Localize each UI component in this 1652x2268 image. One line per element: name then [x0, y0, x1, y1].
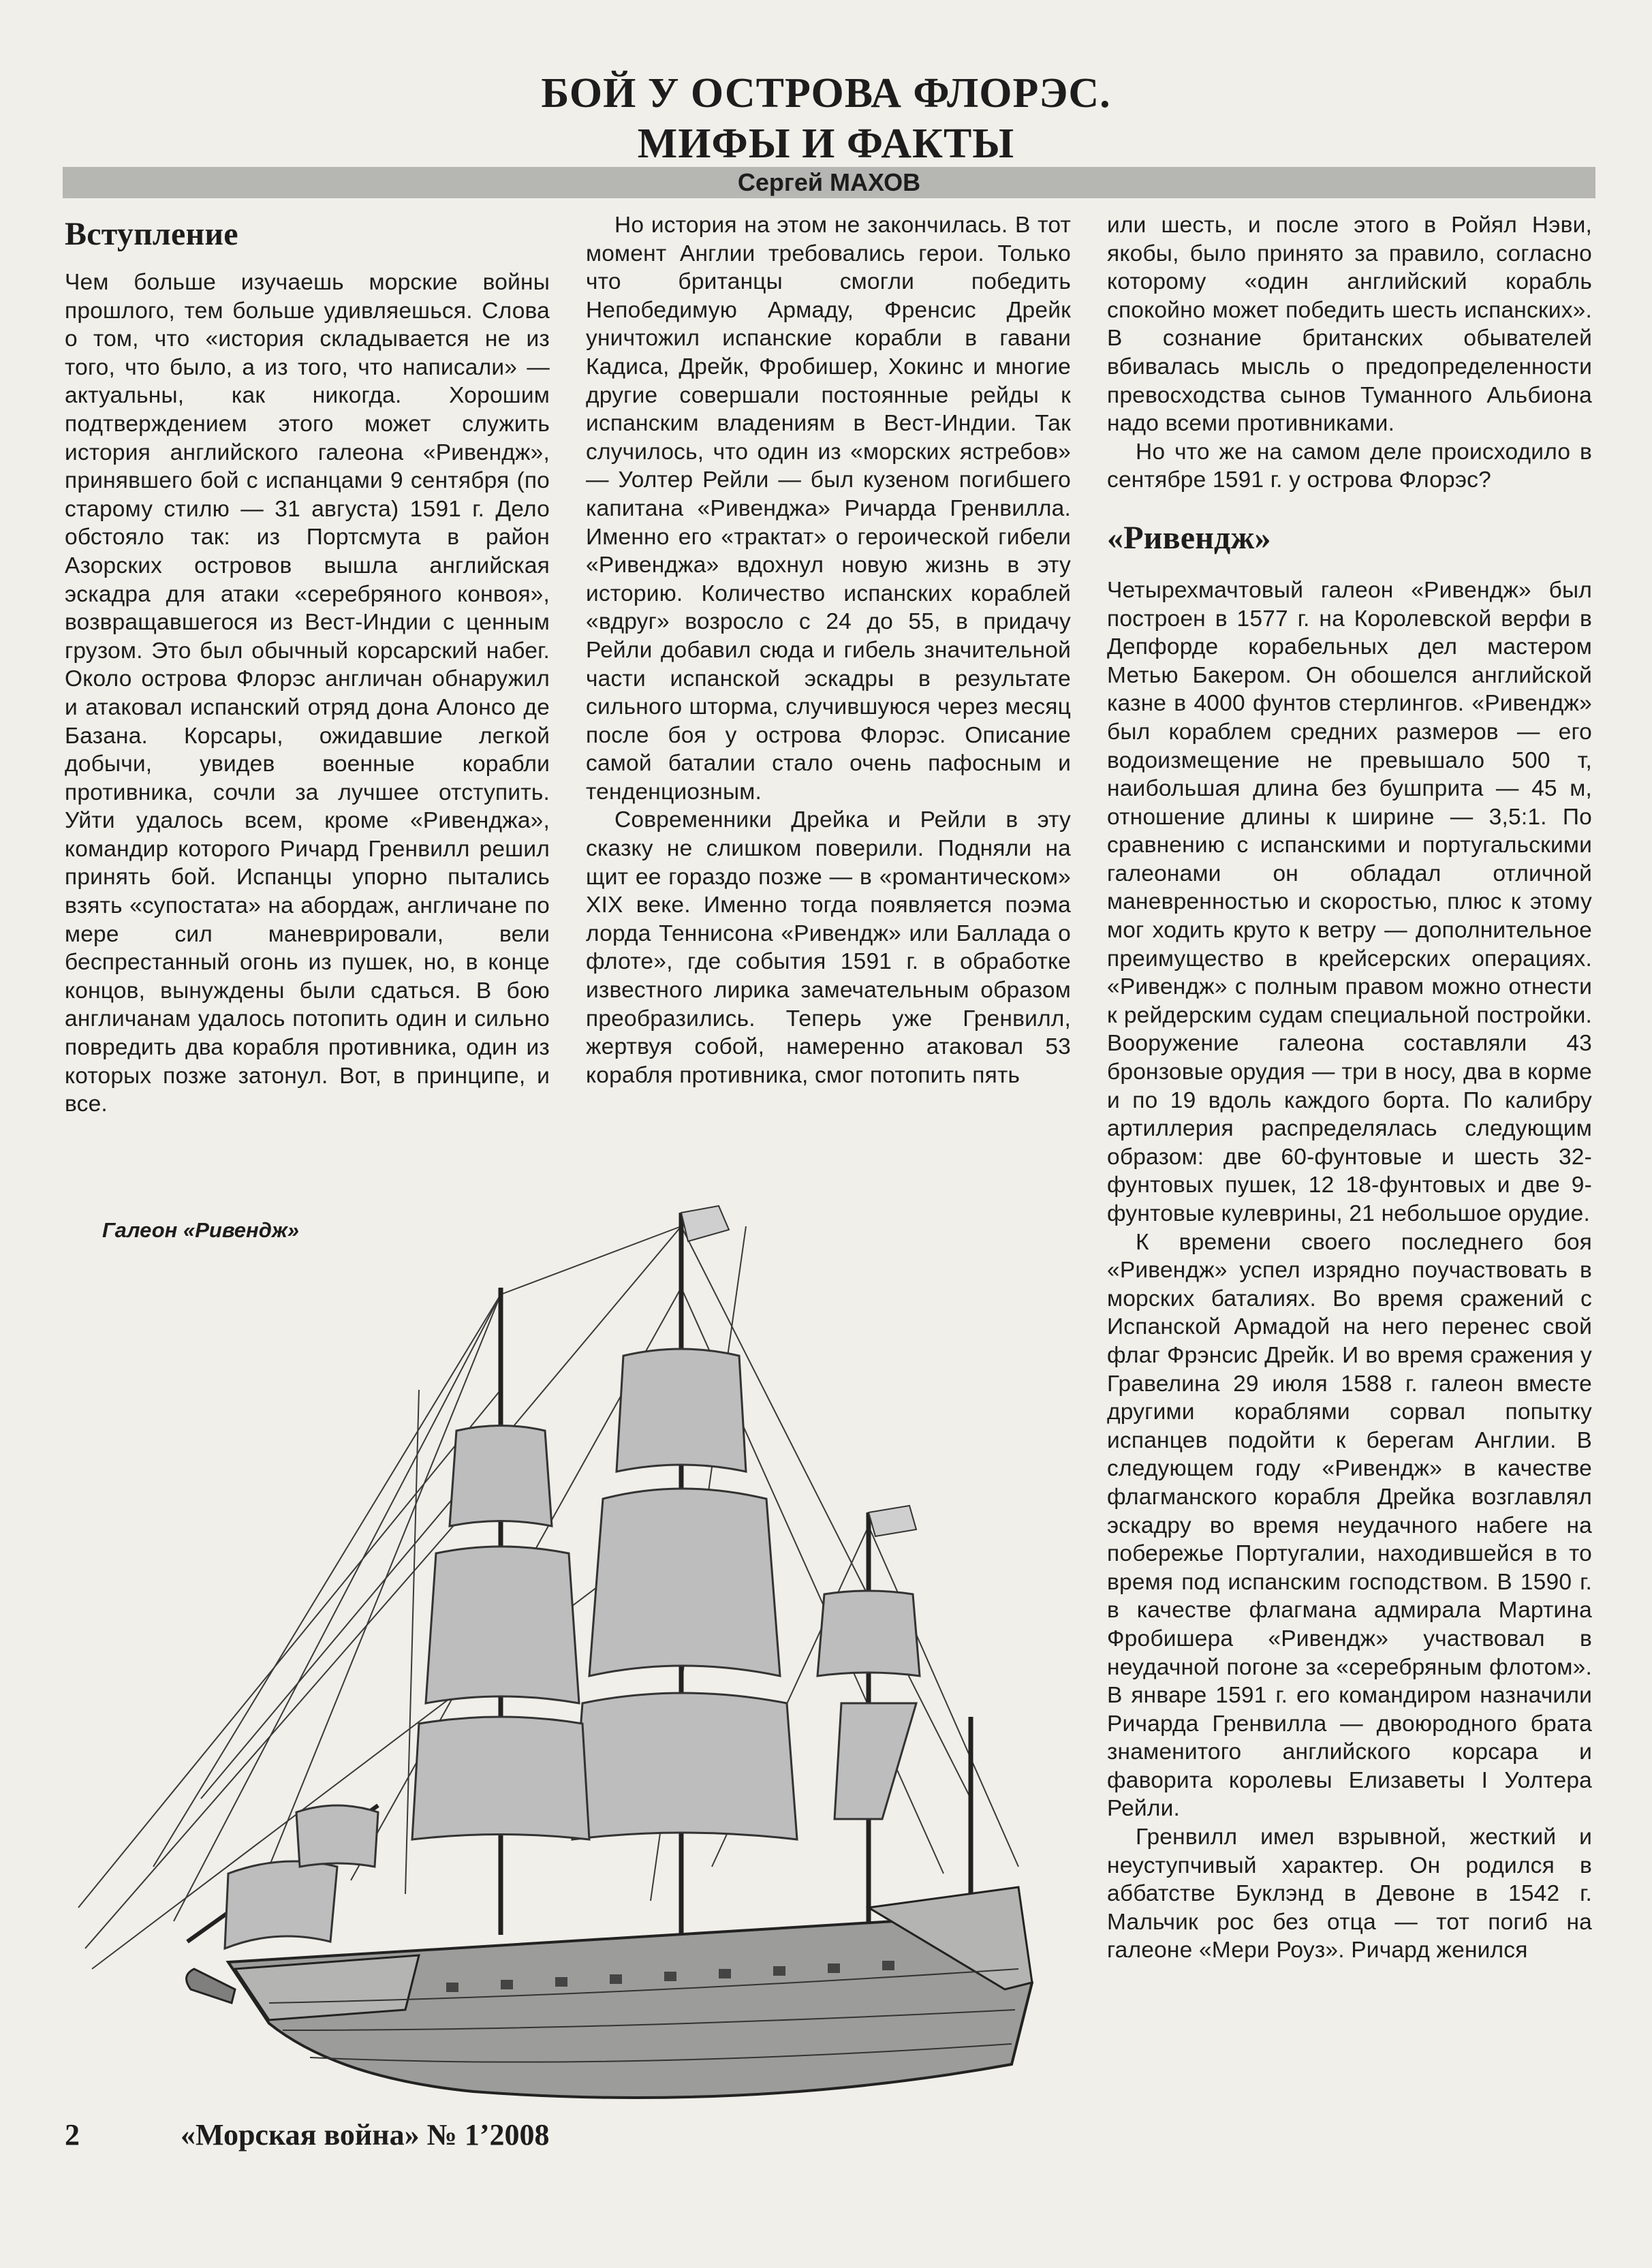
section-heading-revenge: «Ривендж»: [1107, 519, 1271, 556]
page-number: 2: [65, 2118, 80, 2152]
paragraph: Гренвилл имел взрывной, жесткий и неуступчивый характер. Он родился в аббатстве Буклэнд в Девоне в 1542 г. Мальчик рос без отца — тот погиб на галеоне «Мери Роуз». Ричард женился: [1107, 1824, 1592, 1963]
paragraph: Современники Дрейка и Рейли в эту сказку не слишком поверили. Подняли на щит ее гораздо позже — в «романтическом» XIX веке. Именно тогда появляется поэма лорда Теннисона «Ривендж» или Баллада о флоте», где события 1591 г. в обработке известного лирика замечательным образом преобразились. Теперь уже Гренвилл, жертвуя собой, намеренно атаковал 53 корабля противника, смог потопить пять: [586, 807, 1071, 1088]
galleon-illustration: [65, 1185, 1073, 2139]
magazine-issue: «Морская война» № 1’2008: [181, 2118, 550, 2152]
text-column-3: [1107, 211, 1592, 1965]
article-title-line1: БОЙ У ОСТРОВА ФЛОРЭС.: [541, 70, 1111, 116]
text-column-2: [586, 211, 1071, 1089]
section-heading-intro: Вступление: [65, 216, 238, 252]
paragraph: К времени своего последнего боя «Ривендж» успел изрядно поучаствовать в морских баталиях. Во время сражений с Испанской Армадой на него перенес свой флаг Фрэнсис Дрейк. И во время сражения у Гравелина 29 июля 1588 г. галеон вместе другими кораблями сорвал попытку испанцев подойти к берегам Англии. В следующем году «Ривендж» в качестве флагманского корабля Дрейка возглавлял эскадру во время неудачного набеге на побережье Португалии, находившейся в то время под испанским господством. В 1590 г. в качестве флагмана адмирала Мартина Фробишера «Ривендж» участвовал в неудачной погоне за «серебряным флотом». В январе 1591 г. его командиром назначили Ричарда Гренвилла — двоюродного брата знаменитого английского корсара и фаворита королевы Елизаветы I Уолтера Рейли.: [1107, 1229, 1592, 1822]
figure-caption: Галеон «Ривендж»: [102, 1218, 300, 1242]
article-title-line2: МИФЫ И ФАКТЫ: [637, 121, 1015, 167]
paragraph: или шесть, и после этого в Ройял Нэви, якобы, было принято за правило, согласно которому «один английский корабль спокойно может победить шесть испанских». В сознание британских обывателей вбивалась мысль о предопределенности превосходства сынов Туманного Альбиона надо всеми противниками.: [1107, 213, 1592, 437]
author-byline: Сергей МАХОВ: [63, 167, 1595, 198]
paragraph: Четырехмачтовый галеон «Ривендж» был построен в 1577 г. на Королевской верфи в Депфорде корабельных дел мастером Метью Бакером. Он обошелся английской казне в 4000 фунтов стерлингов. «Ривендж» был кораблем средних размеров — его водоизмещение не превышало 500 т, наибольшая длина без бушприта — 45 м, отношение длины к ширине — 3,5:1. По сравнению с испанскими и португальскими галеонами он обладал отличной маневренностью и скоростью, плюс к этому мог ходить круто к ветру — дополнительное преимущество в крейсерских операциях. «Ривендж» с полным правом можно отнести к рейдерским судам специальной постройки. Вооружение галеона составляли 43 бронзовые орудия — три в носу, два в корме и по 19 вдоль каждого борта. По калибру артиллерия распределялась следующим образом: две 60-фунтовые и шесть 32-фунтовых пушек, 12 18-фунтовых и две 9-фунтовые кулеврины, 21 небольшое орудие.: [1107, 577, 1592, 1226]
paragraph: Но история на этом не закончилась. В тот момент Англии требовались герои. Только что британцы смогли победить Непобедимую Армаду, Френсис Дрейк уничтожил испанские корабли в гавани Кадиса, Дрейк, Фробишер, Хокинс и многие другие совершали постоянные рейды к испанским владениям в Вест-Индии. Так случилось, что один из «морских ястребов» — Уолтер Рейли — был кузеном погибшего капитана «Ривенджа» Ричарда Гренвилла. Именно его «трактат» о героической гибели «Ривенджа» вдохнул новую жизнь в эту историю. Количество испанских кораблей «вдруг» возросло с 24 до 55, в придачу Рейли добавил сюда и гибель значительной части испанской эскадры в результате сильного шторма, случившуюся через месяц после боя у острова Флорэс. Описание самой баталии стало очень пафосным и тенденциозным.: [586, 213, 1071, 805]
article-title: [0, 68, 1652, 169]
paragraph: Но что же на самом деле происходило в сентябре 1591 г. у острова Флорэс?: [1107, 439, 1592, 493]
paragraph-intro: Чем больше изучаешь морские войны прошлого, тем больше удивляешься. Слова о том, что «история складывается не из того, что было, а из того, что написали» — актуальны, как никогда. Хорошим подтверждением этого может служить история английского галеона «Ривендж», принявшего бой с испанцами 9 сентября (по старому стилю — 31 августа) 1591 г. Дело обстояло так: из Портсмута в район Азорских островов вышла английская эскадра для атаки «серебряного конвоя», возвращавшегося из Вест-Индии с ценным грузом. Это был обычный корсарский набег. Около острова Флорэс англичан обнаружил и атаковал испанский отряд дона Алонсо де Базана. Корсары, ожидавшие легкой добычи, увидев военные корабли противника, сочли за лучшее отступить. Уйти удалось всем, кроме «Ривенджа», командир которого Ричард Гренвилл решил принять бой. Испанцы упорно пытались взять «супостата» на абордаж, англичане по мере сил маневрировали, вели беспрестанный огонь из пушек, но, в конце концов, вынуждены были сдаться. В бою англичанам удалось потопить один и сильно повредить два корабля противника, один из которых позже затонул. Вот, в принципе, и все.: [65, 270, 550, 1117]
text-column-1: [65, 211, 550, 1119]
